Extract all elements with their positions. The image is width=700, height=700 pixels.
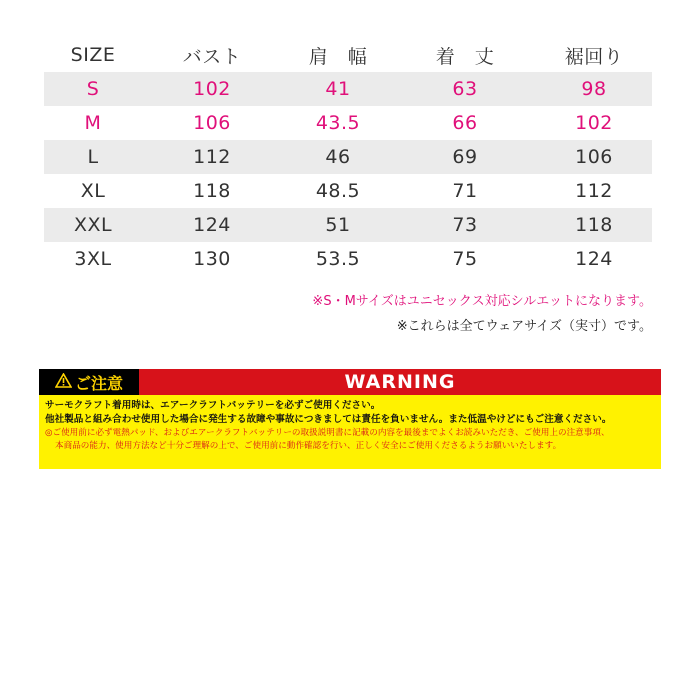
- table-row: [44, 106, 652, 140]
- warning-header: [39, 369, 661, 395]
- cell-length: 75: [452, 248, 478, 270]
- cell-hem: 102: [575, 112, 613, 134]
- cell-bust: 106: [193, 112, 231, 134]
- warning-triangle-icon: [55, 373, 72, 392]
- warning-line: サーモクラフト着用時は、エアークラフトバッテリーを必ずご使用ください。: [45, 400, 381, 411]
- warning-notice-line: ◎ご使用前に必ず電熱パッド、およびエアークラフトバッテリーの取扱説明書に記載の内容を最後までよくお読みいただき、ご使用上の注意事項、: [45, 428, 610, 438]
- table-row: [44, 140, 652, 174]
- cell-size: L: [87, 146, 99, 168]
- cell-shoulder: 48.5: [315, 180, 361, 202]
- header-length: 着 丈: [435, 45, 495, 68]
- cell-length: 66: [452, 112, 478, 134]
- cell-bust: 118: [193, 180, 231, 202]
- table-header-row: [44, 38, 652, 72]
- cell-shoulder: 43.5: [315, 112, 361, 134]
- cell-length: 69: [452, 146, 478, 168]
- cell-hem: 98: [581, 78, 607, 100]
- warning-line: 他社製品と組み合わせ使用した場合に発生する故障や事故につきましては責任を負いません。また低温やけどにもご注意ください。: [45, 414, 612, 425]
- cell-bust: 130: [193, 248, 231, 270]
- warning-body: [39, 395, 661, 469]
- garment-size-note: ※これらは全てウェアサイズ（実寸）です。: [396, 319, 652, 334]
- cell-shoulder: 46: [325, 146, 351, 168]
- warning-box: [39, 369, 661, 469]
- caution-label: [39, 369, 139, 395]
- cell-shoulder: 41: [325, 78, 351, 100]
- cell-length: 63: [452, 78, 478, 100]
- cell-shoulder: 53.5: [315, 248, 361, 270]
- table-row: [44, 208, 652, 242]
- cell-size: M: [84, 112, 102, 134]
- cell-shoulder: 51: [325, 214, 351, 236]
- warning-notice-line: 本商品の能力、使用方法など十分ご理解の上で、ご使用前に動作確認を行い、正しく安全にご使用くださるようお願いいたします。: [55, 441, 562, 451]
- cell-size: 3XL: [74, 248, 112, 270]
- cell-hem: 124: [575, 248, 613, 270]
- table-row: [44, 174, 652, 208]
- warning-title: WARNING: [139, 369, 661, 395]
- size-table: [44, 38, 652, 276]
- cell-length: 73: [452, 214, 478, 236]
- cell-size: XL: [80, 180, 106, 202]
- header-hem: 裾回り: [564, 45, 624, 68]
- cell-hem: 118: [575, 214, 613, 236]
- header-bust: バスト: [182, 45, 242, 68]
- cell-length: 71: [452, 180, 478, 202]
- header-size: SIZE: [70, 44, 116, 66]
- cell-hem: 112: [575, 180, 613, 202]
- header-shoulder: 肩 幅: [308, 45, 368, 68]
- cell-bust: 112: [193, 146, 231, 168]
- cell-hem: 106: [575, 146, 613, 168]
- cell-bust: 102: [193, 78, 231, 100]
- cell-bust: 124: [193, 214, 231, 236]
- table-row: [44, 242, 652, 276]
- unisex-note: ※S・Mサイズはユニセックス対応シルエットになります。: [312, 294, 652, 309]
- table-row: [44, 72, 652, 106]
- cell-size: S: [86, 78, 100, 100]
- cell-size: XXL: [73, 214, 113, 236]
- caution-text: ご注意: [74, 373, 123, 393]
